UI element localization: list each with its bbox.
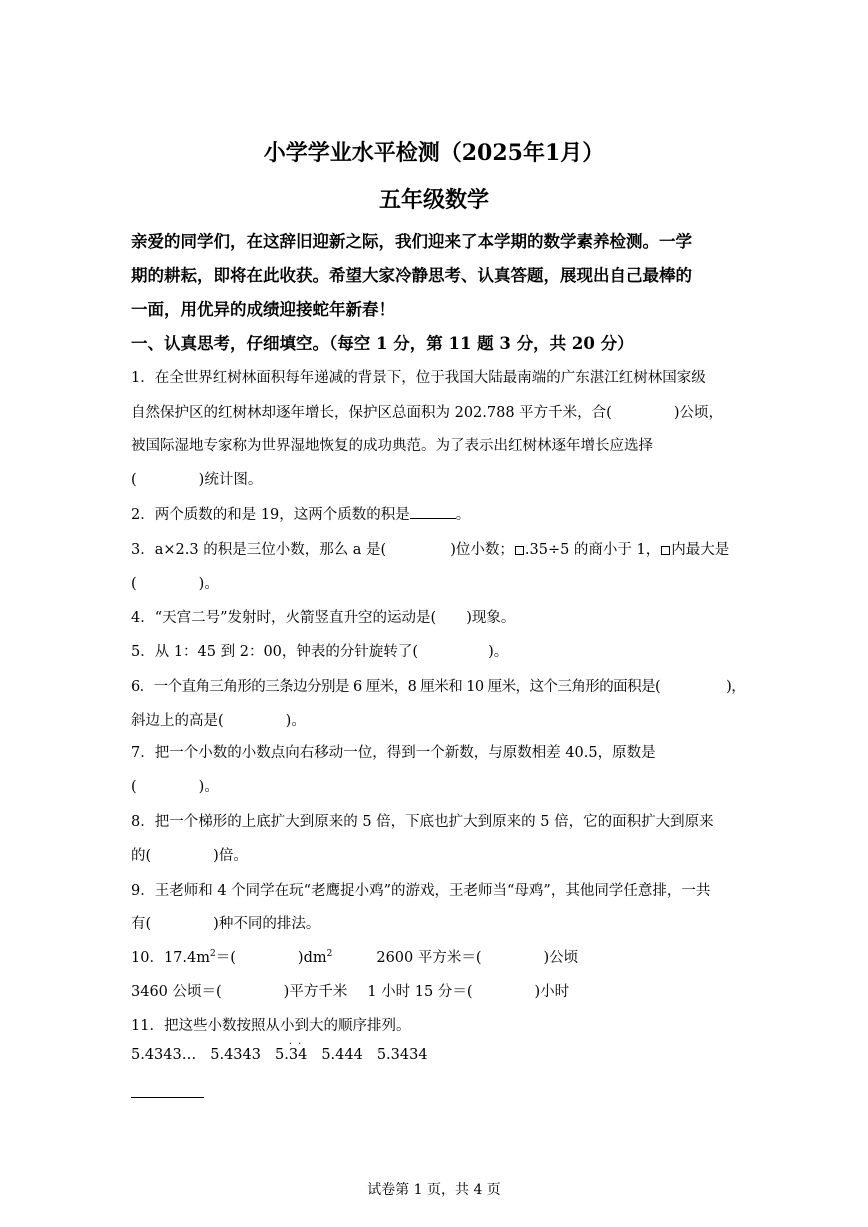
question-11: 11．把这些小数按照从小到大的顺序排列。	[131, 1018, 411, 1034]
square-placeholder-icon	[515, 546, 524, 555]
question-8-line-1: 8．把一个梯形的上底扩大到原来的 5 倍，下底也扩大到原来的 5 倍，它的面积扩大到原来	[131, 814, 714, 830]
intro-line-3: 一面，用优异的成绩迎接蛇年新春！	[131, 300, 395, 319]
section-heading: 一、认真思考，仔细填空。（每空 1 分，第 11 题 3 分，共 20 分）	[131, 334, 634, 353]
question-1-line-4	[131, 468, 262, 489]
question-3-text-b: )位小数；	[450, 542, 514, 558]
question-10-text-h: 1 小时 15 分＝(	[367, 984, 473, 1000]
question-10-line-2	[131, 980, 569, 1001]
question-7-line-2	[131, 775, 219, 796]
intro-line-2: 期的耕耘，即将在此收获。希望大家冷静思考、认真答题，展现出自己最棒的	[131, 266, 692, 285]
question-10-text-d: 2600 平方米＝(	[376, 950, 482, 966]
question-8-text-c: )倍。	[213, 848, 248, 864]
question-11-numbers	[131, 1039, 428, 1063]
question-3-text-f: )。	[198, 576, 219, 592]
question-2	[131, 503, 470, 524]
question-10-text-g: )平方千米	[283, 984, 348, 1000]
question-1-line-2	[131, 401, 723, 422]
question-9-line-1: 9．王老师和 4 个同学在玩“老鹰捉小鸡”的游戏，王老师当“母鸡”，其他同学任意排，一共	[131, 883, 711, 899]
question-10-line-1	[131, 946, 578, 967]
number-2: 5.4343	[210, 1047, 261, 1063]
question-7-text-c: )。	[198, 779, 219, 795]
question-3-line-1	[131, 538, 729, 559]
number-3-digit-b: 4	[298, 1047, 308, 1063]
question-9-text-c: )种不同的排法。	[213, 916, 321, 932]
question-8-text-b: 的(	[131, 848, 152, 864]
question-1-text-b: )公顷，	[673, 405, 724, 421]
question-1-text-d: )统计图。	[198, 472, 263, 488]
question-3-text-c: .35÷5 的商小于 1，	[524, 542, 661, 558]
question-1-line-1: 1．在全世界红树林面积每年递减的背景下，位于我国大陆最南端的广东湛江红树林国家级	[131, 370, 706, 386]
question-5	[131, 640, 508, 661]
intro-line-1: 亲爱的同学们，在这辞旧迎新之际，我们迎来了本学期的数学素养检测。一学	[131, 232, 692, 251]
number-4: 5.444	[321, 1047, 363, 1063]
question-10-text-c: )dm	[297, 950, 327, 966]
question-10-text-f: 3460 公顷＝(	[131, 984, 222, 1000]
answer-underline[interactable]	[410, 504, 456, 519]
question-5-text: 5．从 1：45 到 2：00，钟表的分针旋转了(	[131, 644, 419, 660]
question-4-text: 4．“天宫二号”发射时，火箭竖直升空的运动是(	[131, 610, 437, 626]
question-5-end: )。	[488, 644, 509, 660]
square-placeholder-icon	[661, 546, 670, 555]
question-6-line-2	[131, 709, 306, 730]
page-subtitle: 五年级数学	[378, 187, 489, 213]
question-2-end: 。	[455, 507, 471, 523]
question-10-text-a: 10．17.4m	[131, 950, 210, 966]
question-7-line-1: 7．把一个小数的小数点向右移动一位，得到一个新数，与原数相差 40.5，原数是	[131, 745, 656, 761]
question-2-text: 2．两个质数的和是 19，这两个质数的积是	[131, 507, 410, 523]
superscript: 2	[210, 949, 216, 960]
number-5: 5.3434	[376, 1047, 428, 1063]
page-footer: 试卷第 1 页，共 4 页	[367, 1182, 501, 1198]
question-3-text-d: 内最大是	[671, 542, 730, 558]
question-10-text-e: )公顷	[543, 950, 579, 966]
question-4-end: )现象。	[466, 610, 516, 626]
question-7-text-b: (	[131, 779, 137, 795]
question-1-text-c: (	[131, 472, 137, 488]
number-1: 5.4343…	[131, 1047, 197, 1063]
question-6-text-d: )。	[285, 713, 306, 729]
question-6-text-a: 6．一个直角三角形的三条边分别是 6 厘米，8 厘米和 10 厘米，这个三角形的面积是(	[131, 679, 661, 695]
superscript: 2	[326, 949, 333, 960]
question-6-line-1	[131, 675, 745, 696]
question-9-line-2	[131, 912, 320, 933]
question-3-line-2	[131, 572, 219, 593]
question-8-line-2	[131, 844, 248, 865]
answer-underline[interactable]	[131, 1097, 204, 1098]
repeat-dot-icon: ·	[298, 1039, 302, 1050]
question-3-text-e: (	[131, 576, 137, 592]
question-6-text-b: )，	[726, 679, 746, 695]
repeat-dot-icon: ·	[288, 1039, 293, 1050]
question-3-text-a: 3．a×2.3 的积是三位小数，那么 a 是(	[131, 542, 387, 558]
question-9-text-b: 有(	[131, 916, 152, 932]
question-10-text-b: ＝(	[215, 950, 236, 966]
number-3-digit-a: 3	[288, 1047, 299, 1063]
page-title: 小学学业水平检测（2025年1月）	[263, 140, 605, 166]
question-4	[131, 606, 515, 627]
question-1-text-a: 自然保护区的红树林却逐年增长，保护区总面积为 202.788 平方千米，合(	[131, 405, 612, 421]
number-3-int: 5.	[275, 1047, 289, 1063]
question-6-text-c: 斜边上的高是(	[131, 713, 224, 729]
question-1-line-3: 被国际湿地专家称为世界湿地恢复的成功典范。为了表示出红树林逐年增长应选择	[131, 438, 653, 454]
question-10-text-i: )小时	[534, 984, 570, 1000]
